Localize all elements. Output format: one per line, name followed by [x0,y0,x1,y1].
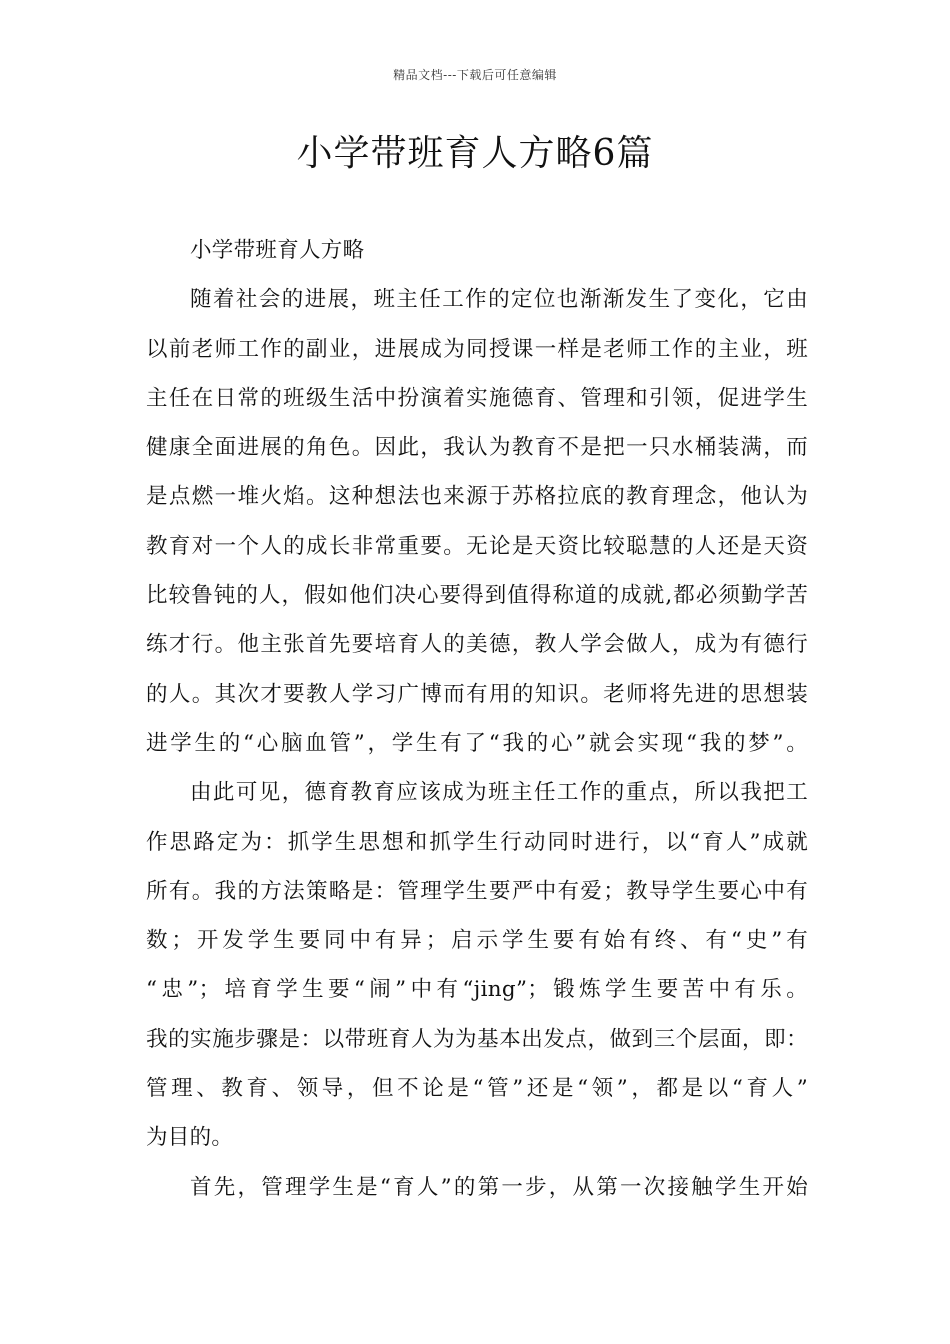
paragraph-line: 的人。其次才要教人学习广博而有用的知识。老师将先进的思想装 [146,681,808,707]
paragraph-line: 教育对一个人的成长非常重要。无论是天资比较聪慧的人还是天资 [146,533,808,559]
paragraph-line: 以前老师工作的副业，进展成为同授课一样是老师工作的主业，班 [146,336,808,362]
section-heading: 小学带班育人方略 [190,238,365,263]
paragraph-line: 随着社会的进展，班主任工作的定位也渐渐发生了变化，它由 [190,287,808,313]
header-note: 精品文档---下载后可任意编辑 [393,68,557,82]
paragraph-line: 健康全面进展的角色。因此，我认为教育不是把一只水桶装满，而 [146,435,808,461]
paragraph-line: 所有。我的方法策略是：管理学生要严中有爱；教导学生要心中有 [146,878,808,904]
paragraph-line: 比较鲁钝的人，假如他们决心要得到值得称道的成就,都必须勤学苦 [146,583,808,609]
paragraph-line: 练才行。他主张首先要培育人的美德，教人学会做人，成为有德行 [146,632,808,658]
paragraph-line: 为目的。 [146,1125,234,1151]
paragraph-line: 作思路定为：抓学生思想和抓学生行动同时进行，以“育人”成就 [146,829,808,855]
paragraph-line: 管理、教育、领导，但不论是“管”还是“领”，都是以“育人” [146,1076,808,1102]
page-title: 小学带班育人方略6篇 [296,133,654,174]
paragraph-line: 数；开发学生要同中有异；启示学生要有始有终、有“史”有 [146,928,808,954]
paragraph-line: 是点燃一堆火焰。这种想法也来源于苏格拉底的教育理念，他认为 [146,484,808,510]
paragraph-line: 进学生的“心脑血管”，学生有了“我的心”就会实现“我的梦”。 [146,730,808,756]
paragraph-line: 我的实施步骤是：以带班育人为为基本出发点，做到三个层面，即： [146,1026,808,1052]
paragraph-line: “忠”；培育学生要“闹”中有“jing”；锻炼学生要苦中有乐。 [146,977,808,1003]
document-body [146,226,808,1212]
paragraph-line: 由此可见，德育教育应该成为班主任工作的重点，所以我把工 [190,780,808,806]
paragraph-line: 首先，管理学生是“育人”的第一步，从第一次接触学生开始 [190,1174,808,1200]
paragraph-line: 主任在日常的班级生活中扮演着实施德育、管理和引领，促进学生 [146,385,808,411]
